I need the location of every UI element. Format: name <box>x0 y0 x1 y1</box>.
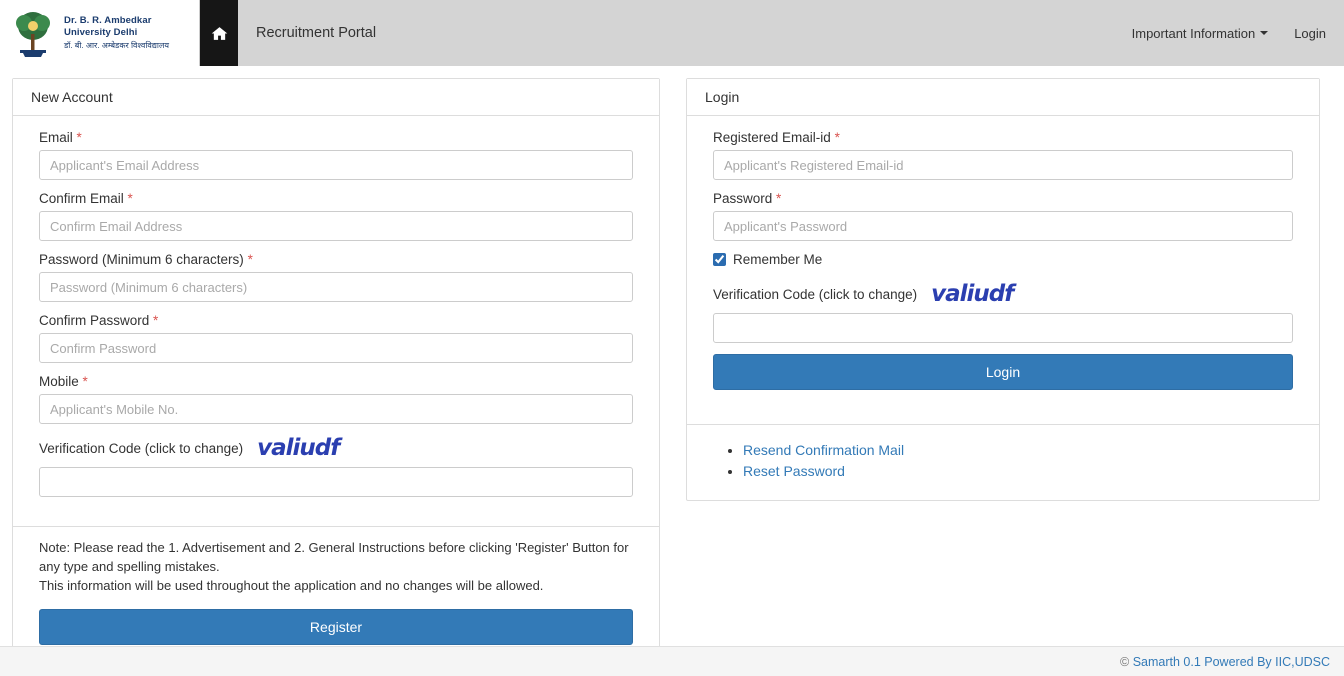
page-footer <box>0 646 1344 676</box>
remember-me-label[interactable]: Remember Me <box>733 252 823 267</box>
brand-block[interactable] <box>0 0 200 66</box>
register-captcha-input[interactable] <box>39 467 633 497</box>
list-item <box>743 463 1293 479</box>
portal-title[interactable]: Recruitment Portal <box>256 25 377 41</box>
home-icon <box>211 25 228 42</box>
login-column <box>686 78 1320 501</box>
password-group <box>39 252 633 302</box>
login-email-label-text: Registered Email-id <box>713 130 831 145</box>
login-captcha-group <box>713 313 1293 343</box>
required-marker: * <box>834 130 840 145</box>
password-label <box>39 252 633 267</box>
login-captcha-label: Verification Code (click to change) <box>713 286 918 302</box>
note-line-2: This information will be used throughout the application and no changes will be allowed. <box>39 577 544 593</box>
register-captcha-row <box>39 435 633 461</box>
chevron-down-icon <box>1260 31 1268 35</box>
login-panel <box>686 78 1320 501</box>
brand-text <box>64 15 199 52</box>
login-email-group <box>713 130 1293 180</box>
register-captcha-image[interactable]: valiudf <box>257 435 340 461</box>
reset-password-link[interactable]: Reset Password <box>743 463 845 479</box>
login-captcha-row <box>713 281 1293 307</box>
login-captcha-input[interactable] <box>713 313 1293 343</box>
new-account-heading: New Account <box>13 79 659 116</box>
mobile-group <box>39 374 633 424</box>
required-marker: * <box>247 252 253 267</box>
brand-name-hi: डॉ. बी. आर. अम्बेडकर विश्वविद्यालय <box>64 41 170 51</box>
login-email-label <box>713 130 1293 145</box>
confirm-email-group <box>39 191 633 241</box>
login-password-group <box>713 191 1293 241</box>
login-links-list <box>727 442 1293 479</box>
login-button[interactable]: Login <box>713 354 1293 390</box>
registration-note <box>13 526 659 663</box>
required-marker: * <box>127 191 133 206</box>
required-marker: * <box>82 374 88 389</box>
mobile-input[interactable] <box>39 394 633 424</box>
confirm-email-label <box>39 191 633 206</box>
login-password-label <box>713 191 1293 206</box>
login-captcha-image[interactable]: valiudf <box>931 281 1014 307</box>
new-account-column <box>12 78 660 664</box>
important-information-label: Important Information <box>1131 25 1256 41</box>
email-input[interactable] <box>39 150 633 180</box>
copyright-symbol: © <box>1120 654 1130 669</box>
login-email-input[interactable] <box>713 150 1293 180</box>
confirm-email-input[interactable] <box>39 211 633 241</box>
university-logo-icon <box>10 8 56 58</box>
new-account-form <box>13 116 659 526</box>
confirm-password-group <box>39 313 633 363</box>
list-item <box>743 442 1293 458</box>
required-marker: * <box>776 191 782 206</box>
required-marker: * <box>153 313 159 328</box>
confirm-password-label-text: Confirm Password <box>39 313 150 328</box>
top-navbar <box>0 0 1344 66</box>
mobile-label <box>39 374 633 389</box>
confirm-password-label <box>39 313 633 328</box>
home-button[interactable] <box>200 0 238 66</box>
password-input[interactable] <box>39 272 633 302</box>
login-nav-link[interactable]: Login <box>1294 25 1326 41</box>
email-label <box>39 130 633 145</box>
navbar-right-links <box>1132 0 1344 66</box>
login-password-input[interactable] <box>713 211 1293 241</box>
register-captcha-group <box>39 467 633 497</box>
resend-confirmation-mail-link[interactable]: Resend Confirmation Mail <box>743 442 905 458</box>
email-label-text: Email <box>39 130 73 145</box>
register-button[interactable]: Register <box>39 609 633 645</box>
note-line-1: Note: Please read the 1. Advertisement and 2. General Instructions before clicking 'Register' Button for any type and spelling mistakes. <box>39 540 629 574</box>
confirm-email-label-text: Confirm Email <box>39 191 124 206</box>
login-heading: Login <box>687 79 1319 116</box>
brand-name-en: Dr. B. R. Ambedkar University Delhi <box>64 14 152 38</box>
important-information-dropdown[interactable] <box>1132 26 1269 41</box>
register-captcha-label: Verification Code (click to change) <box>39 440 244 456</box>
email-group <box>39 130 633 180</box>
login-form <box>687 116 1319 408</box>
main-container <box>0 66 1344 664</box>
login-password-label-text: Password <box>713 191 773 206</box>
remember-me-checkbox[interactable] <box>713 253 726 266</box>
confirm-password-input[interactable] <box>39 333 633 363</box>
new-account-panel <box>12 78 660 664</box>
required-marker: * <box>76 130 82 145</box>
remember-me-row <box>713 252 1293 267</box>
mobile-label-text: Mobile <box>39 374 79 389</box>
footer-credit-link[interactable]: Samarth 0.1 Powered By IIC,UDSC <box>1132 654 1330 669</box>
password-label-text: Password (Minimum 6 characters) <box>39 252 244 267</box>
login-links-panel <box>687 424 1319 500</box>
